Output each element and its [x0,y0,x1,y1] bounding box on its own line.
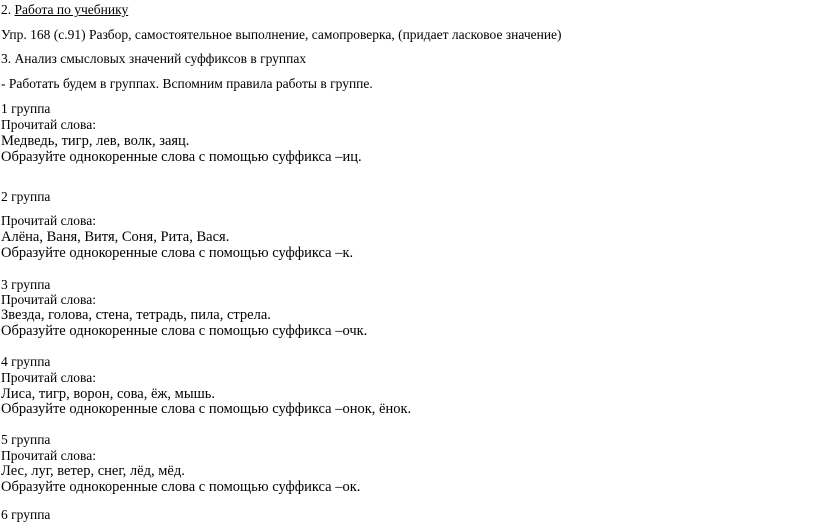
group-2-prompt: Прочитай слова: [1,213,96,228]
item-2-title: Работа по учебнику [14,2,129,17]
group-3-words: Звезда, голова, стена, тетрадь, пила, стрела. [1,307,271,323]
group-1-task: Образуйте однокоренные слова с помощью суффикса –иц. [1,149,362,165]
group-2-task: Образуйте однокоренные слова с помощью суффикса –к. [1,245,354,261]
group-5-prompt: Прочитай слова: [1,448,96,463]
group-2-words: Алёна, Ваня, Витя, Соня, Рита, Вася. [1,229,230,245]
group-5-task: Образуйте однокоренные слова с помощью суффикса –ок. [1,479,361,495]
group-4-title: 4 группа [1,354,51,369]
group-3-task: Образуйте однокоренные слова с помощью суффикса –очк. [1,323,368,339]
group-1-prompt: Прочитай слова: [1,117,96,132]
group-work-intro: - Работать будем в группах. Вспомним правила работы в группе. [1,76,373,91]
group-4-words: Лиса, тигр, ворон, сова, ёж, мышь. [1,386,215,402]
group-5-words: Лес, луг, ветер, снег, лёд, мёд. [1,463,185,479]
group-3-prompt: Прочитай слова: [1,292,96,307]
group-3-title: 3 группа [1,277,51,292]
group-2-title: 2 группа [1,189,51,204]
item-2-number: 2. [1,2,15,17]
exercise-line: Упр. 168 (с.91) Разбор, самостоятельное выполнение, самопроверка, (придает ласковое значение) [1,27,562,42]
item-2-heading [1,1,128,19]
group-4-task: Образуйте однокоренные слова с помощью суффикса –онок, ёнок. [1,401,412,417]
group-6-title: 6 группа [1,507,51,522]
group-5-title: 5 группа [1,432,51,447]
item-3-heading: 3. Анализ смысловых значений суффиксов в группах [1,51,307,66]
group-1-words: Медведь, тигр, лев, волк, заяц. [1,133,190,149]
group-4-prompt: Прочитай слова: [1,370,96,385]
group-1-title: 1 группа [1,101,51,116]
